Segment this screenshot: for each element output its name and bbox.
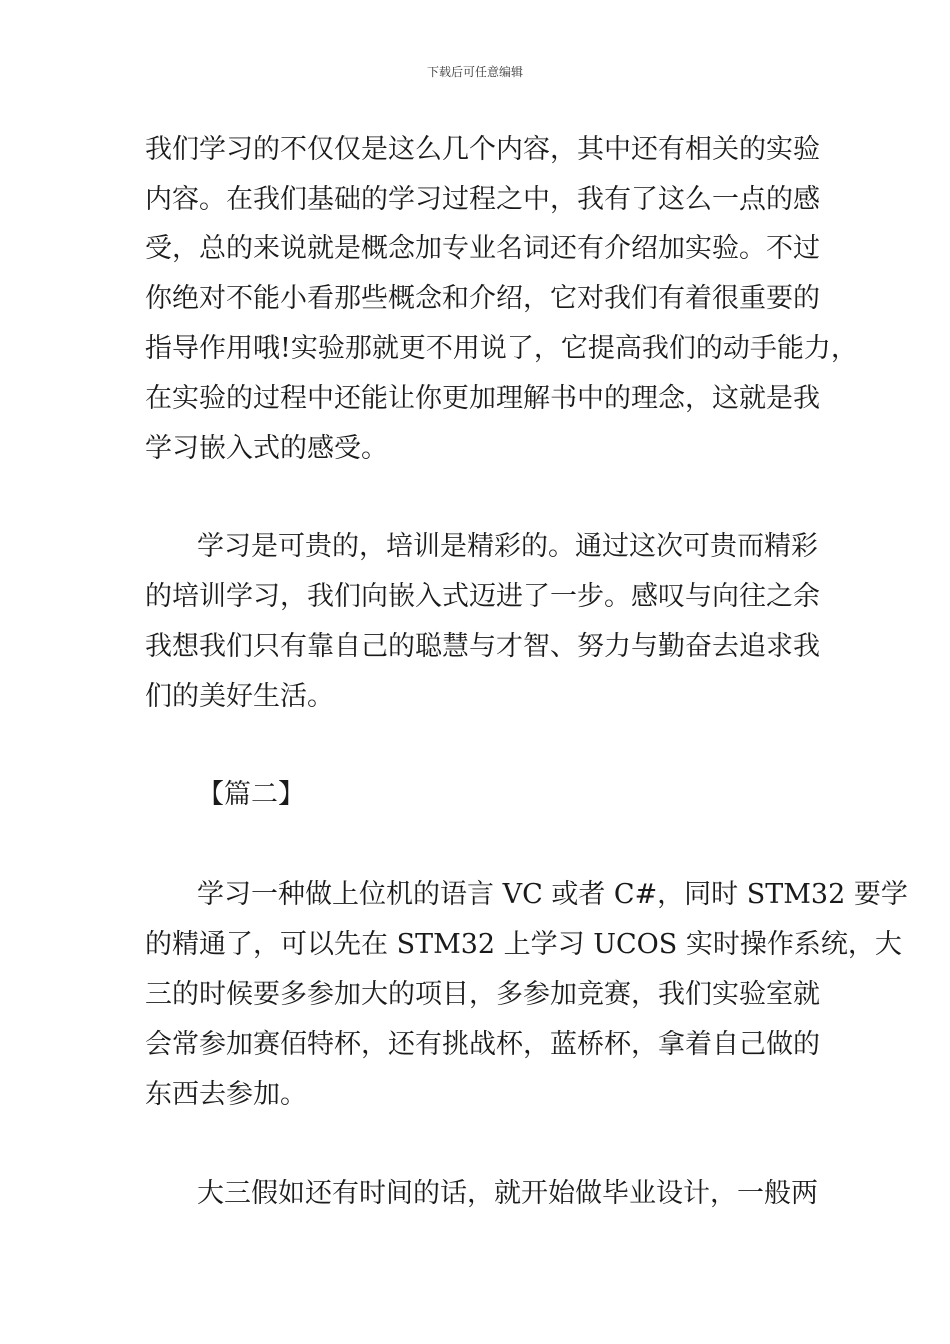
paragraph-1-line-6: 在实验的过程中还能让你更加理解书中的理念，这就是我 xyxy=(145,383,820,414)
page-header: 下载后可任意编辑 xyxy=(426,65,523,79)
paragraph-4-line-1: 大三假如还有时间的话，就开始做毕业设计，一般两 xyxy=(197,1178,818,1209)
paragraph-2-line-3: 我想我们只有靠自己的聪慧与才智、努力与勤奋去追求我 xyxy=(145,631,820,662)
paragraph-3-line-2: 的精通了，可以先在 STM32 上学习 UCOS 实时操作系统，大 xyxy=(145,929,902,960)
paragraph-3-line-5: 东西去参加。 xyxy=(145,1079,307,1110)
paragraph-1-line-3: 受，总的来说就是概念加专业名词还有介绍加实验。不过 xyxy=(145,233,820,264)
paragraph-1-line-1: 我们学习的不仅仅是这么几个内容，其中还有相关的实验 xyxy=(145,134,820,165)
paragraph-3-line-3: 三的时候要多参加大的项目，多参加竞赛，我们实验室就 xyxy=(145,979,820,1010)
paragraph-2-line-4: 们的美好生活。 xyxy=(145,681,334,712)
paragraph-3-line-4: 会常参加赛佰特杯，还有挑战杯，蓝桥杯，拿着自己做的 xyxy=(145,1029,820,1060)
section-heading: 【篇二】 xyxy=(197,779,305,810)
paragraph-1-line-2: 内容。在我们基础的学习过程之中，我有了这么一点的感 xyxy=(145,184,820,215)
paragraph-1-line-5: 指导作用哦!实验那就更不用说了，它提高我们的动手能力， xyxy=(145,333,858,364)
paragraph-1-line-7: 学习嵌入式的感受。 xyxy=(145,433,388,464)
paragraph-2-line-1: 学习是可贵的，培训是精彩的。通过这次可贵而精彩 xyxy=(197,531,818,562)
paragraph-3-line-1: 学习一种做上位机的语言 VC 或者 C#，同时 STM32 要学 xyxy=(197,879,908,910)
paragraph-2-line-2: 的培训学习，我们向嵌入式迈进了一步。感叹与向往之余 xyxy=(145,581,820,612)
paragraph-1-line-4: 你绝对不能小看那些概念和介绍，它对我们有着很重要的 xyxy=(145,283,820,314)
